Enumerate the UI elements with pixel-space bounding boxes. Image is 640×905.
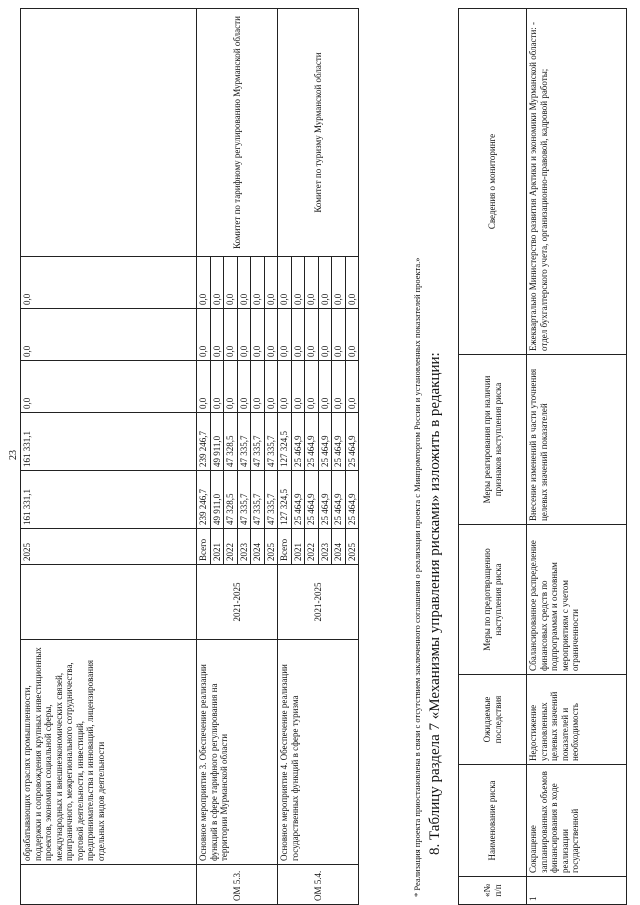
year-cell: 2021 — [291, 529, 305, 565]
value-cell: 25 464,9 — [332, 413, 346, 471]
table-header-row — [459, 9, 527, 905]
monitoring-info: Ежеквартально Министерство развития Арктики и экономики Мурманской области: - отдел бухгалтерского учета, организационно-правовой, кадровой работы; — [527, 9, 627, 355]
value-cell: 25 464,9 — [291, 413, 305, 471]
value-cell: 0,0 — [278, 361, 292, 413]
row-number: 1 — [527, 877, 627, 905]
value-cell: 25 464,9 — [318, 413, 332, 471]
value-cell: 0,0 — [318, 361, 332, 413]
table-row — [197, 9, 211, 905]
value-cell: 0,0 — [278, 309, 292, 361]
year-cell: Всего — [278, 529, 292, 565]
page-number: 23 — [8, 450, 19, 460]
value-cell: 47 335,7 — [264, 413, 278, 471]
value-cell: 0,0 — [210, 257, 224, 309]
value-cell: 0,0 — [264, 257, 278, 309]
value-cell: 239 246,7 — [197, 413, 211, 471]
prevention-measures: Сбалансированное распределение финансовых средств по подпрограммам и основным мероприятиям с учетом ограниченности — [527, 525, 627, 675]
column-header: Сведения о мониторинге — [459, 9, 527, 355]
value-cell: 0,0 — [237, 361, 251, 413]
value-cell: 161 331,1 — [21, 413, 197, 471]
value-cell: 0,0 — [345, 309, 359, 361]
value-cell: 0,0 — [264, 361, 278, 413]
risk-table — [458, 8, 627, 905]
year-cell: 2023 — [237, 529, 251, 565]
value-cell: 49 911,0 — [210, 471, 224, 529]
table-row — [21, 9, 197, 905]
value-cell: 47 335,7 — [251, 413, 265, 471]
measure-name: Основное мероприятие 3. Обеспечение реализации функций в сфере тарифного регулирования на территории Мурманской области — [197, 640, 278, 865]
year-cell: 2025 — [345, 529, 359, 565]
value-cell: 0,0 — [332, 257, 346, 309]
response-measures: Внесение изменений в части уточнения целевых значений показателей — [527, 355, 627, 525]
value-cell: 25 464,9 — [332, 471, 346, 529]
value-cell: 47 335,7 — [251, 471, 265, 529]
value-cell: 0,0 — [224, 257, 238, 309]
year-cell: 2023 — [318, 529, 332, 565]
top-row-text: обрабатывающих отраслях промышленности, поддержки и сопровождения крупных инвестиционных проектов, экономики социальной сферы, международных и внешнеэкономических связей, приграничного, межрегионального сотрудничества, торговой деятельности, инвестиций, предпринимательства и инноваций, лицензирования отдельных видов деятельности — [21, 640, 197, 865]
value-cell: 0,0 — [332, 309, 346, 361]
value-cell: 0,0 — [197, 309, 211, 361]
measure-code: ОМ 5.3. — [197, 865, 278, 905]
value-cell: 0,0 — [318, 309, 332, 361]
responsible-cell — [21, 9, 197, 257]
value-cell: 0,0 — [237, 309, 251, 361]
value-cell: 0,0 — [345, 257, 359, 309]
value-cell: 25 464,9 — [345, 471, 359, 529]
value-cell: 0,0 — [291, 361, 305, 413]
value-cell: 25 464,9 — [345, 413, 359, 471]
risk-consequences: Недостижение установленных целевых значений показателей и необходимость — [527, 675, 627, 765]
column-header: Меры по предотвращению наступления риска — [459, 525, 527, 675]
risk-name: Сокращение запланированных объемов финансирования в ходе реализации государственной — [527, 765, 627, 877]
value-cell: 0,0 — [305, 309, 319, 361]
value-cell: 25 464,9 — [305, 413, 319, 471]
value-cell: 0,0 — [264, 309, 278, 361]
column-header: «№ п/п — [459, 877, 527, 905]
value-cell: 0,0 — [224, 309, 238, 361]
value-cell: 0,0 — [251, 257, 265, 309]
value-cell: 0,0 — [251, 361, 265, 413]
value-cell: 0,0 — [21, 361, 197, 413]
value-cell: 0,0 — [21, 309, 197, 361]
value-cell: 0,0 — [224, 361, 238, 413]
year-cell: 2024 — [251, 529, 265, 565]
table-row — [527, 9, 627, 905]
value-cell: 0,0 — [210, 309, 224, 361]
column-header: Ожидаемые последствия — [459, 675, 527, 765]
value-cell: 47 335,7 — [237, 471, 251, 529]
responsible-cell: Комитет по туризму Мурманской области — [278, 9, 359, 257]
table-cell — [21, 865, 197, 905]
section-title: 8. Таблицу раздела 7 «Механизмы управления рисками» изложить в редакции: — [427, 352, 443, 855]
measure-code: ОМ 5.4. — [278, 865, 359, 905]
funding-table — [20, 8, 359, 905]
value-cell: 0,0 — [21, 257, 197, 309]
value-cell: 0,0 — [345, 361, 359, 413]
value-cell: 0,0 — [305, 361, 319, 413]
year-cell: Всего — [197, 529, 211, 565]
value-cell: 127 324,5 — [278, 413, 292, 471]
column-header: Меры реагирования при наличии признаков наступления риска — [459, 355, 527, 525]
value-cell: 0,0 — [197, 257, 211, 309]
value-cell: 127 324,5 — [278, 471, 292, 529]
value-cell: 0,0 — [305, 257, 319, 309]
value-cell: 47 335,7 — [264, 471, 278, 529]
measure-period: 2021-2025 — [197, 565, 278, 640]
value-cell: 47 335,7 — [237, 413, 251, 471]
value-cell: 0,0 — [237, 257, 251, 309]
year-cell: 2021 — [210, 529, 224, 565]
value-cell: 49 911,0 — [210, 413, 224, 471]
year-cell: 2022 — [224, 529, 238, 565]
value-cell: 0,0 — [210, 361, 224, 413]
year-cell: 2024 — [332, 529, 346, 565]
value-cell: 0,0 — [291, 309, 305, 361]
year-cell: 2025 — [21, 529, 197, 565]
value-cell: 25 464,9 — [305, 471, 319, 529]
measure-name: Основное мероприятие 4. Обеспечение реализации государственных функций в сфере туризма — [278, 640, 359, 865]
footnote: * Реализация проекта приостановлена в связи с отсутствием заключенного соглашения о реализации проекта с Минпромторгом России и установленных показателей проекта.» — [412, 257, 422, 897]
value-cell: 0,0 — [332, 361, 346, 413]
value-cell: 0,0 — [291, 257, 305, 309]
value-cell: 47 328,5 — [224, 471, 238, 529]
year-cell: 2022 — [305, 529, 319, 565]
measure-period: 2021-2025 — [278, 565, 359, 640]
value-cell: 239 246,7 — [197, 471, 211, 529]
value-cell: 25 464,9 — [318, 471, 332, 529]
table-row — [278, 9, 292, 905]
value-cell: 0,0 — [318, 257, 332, 309]
table-cell — [21, 565, 197, 640]
year-cell: 2025 — [264, 529, 278, 565]
value-cell: 25 464,9 — [291, 471, 305, 529]
column-header: Наименование риска — [459, 765, 527, 877]
value-cell: 0,0 — [251, 309, 265, 361]
value-cell: 47 328,5 — [224, 413, 238, 471]
value-cell: 0,0 — [197, 361, 211, 413]
responsible-cell: Комитет по тарифному регулированию Мурманской области — [197, 9, 278, 257]
value-cell: 0,0 — [278, 257, 292, 309]
value-cell: 161 331,1 — [21, 471, 197, 529]
